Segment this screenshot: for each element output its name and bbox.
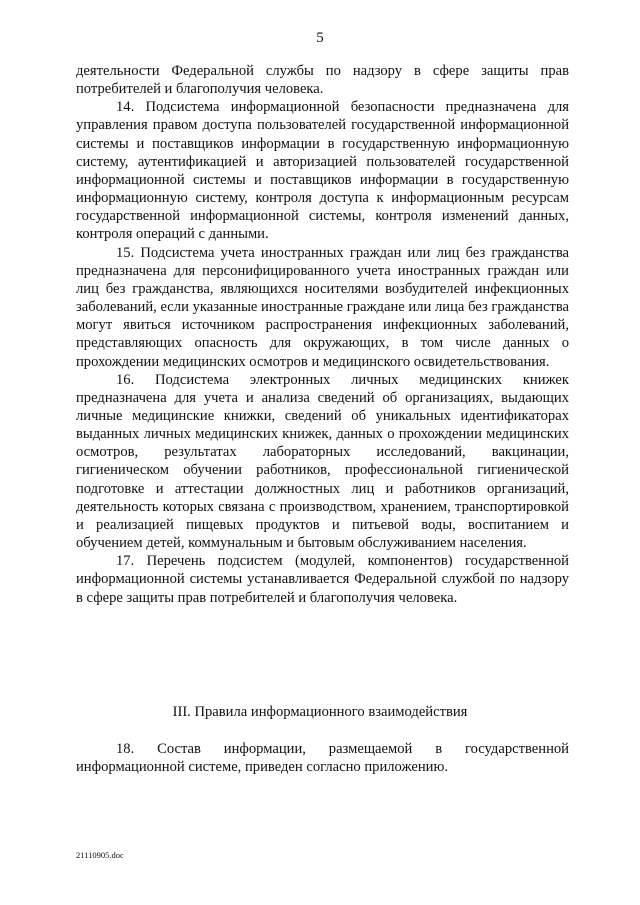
document-body [76,62,569,607]
page-number: 5 [316,30,324,46]
paragraph-15: 15. Подсистема учета иностранных граждан или лиц без гражданства предназначена для персонифицированного учета иностранных граждан или лиц без гражданства, являющихся носителями возбудителей инфекционных заболеваний, если указанные иностранные граждане или лица без гражданства могут явиться источником распространения инфекционных заболеваний, представляющих опасность для окружающих, в том числе данных о прохождении медицинских осмотров и медицинского освидетельствования. [76,244,569,370]
paragraph-17: 17. Перечень подсистем (модулей, компонентов) государственной информационной системы устанавливается Федеральной службой по надзору в сфере защиты прав потребителей и благополучия человека. [76,553,569,606]
section-heading: III. Правила информационного взаимодействия [172,704,468,720]
footer-file-name: 21110905.doc [76,850,124,860]
paragraph-14: 14. Подсистема информационной безопасности предназначена для управления правом доступа пользователей государственной информационной системы и поставщиков информации в государственную информационную систему, аутентификацией и авторизацией пользователей государственной информационной системы и поставщиков информации в государственную информационную систему, контроля доступа к информационным ресурсам государственной информационной системы, контроля изменений данных, контроля операций с данными. [76,99,569,243]
paragraph-16: 16. Подсистема электронных личных медицинских книжек предназначена для учета и анализа сведений об организациях, выдающих личные медицинские книжки, сведений об уникальных идентификаторах выданных личных медицинских книжек, данных о прохождении медицинских осмотров, результатах лабораторных исследований, вакцинации, гигиеническом обучении работников, профессиональной гигиенической подготовке и аттестации должностных лиц и работников организаций, деятельность которых связана с производством, хранением, транспортировкой и реализацией пищевых продуктов и питьевой воды, воспитанием и обучением детей, коммунальным и бытовым обслуживанием населения. [76,371,569,552]
paragraph-18: 18. Состав информации, размещаемой в государственной информационной системе, приведен согласно приложению. [76,741,569,776]
paragraph-13-continuation: деятельности Федеральной службы по надзору в сфере защиты прав потребителей и благополучия человека. [76,63,569,98]
